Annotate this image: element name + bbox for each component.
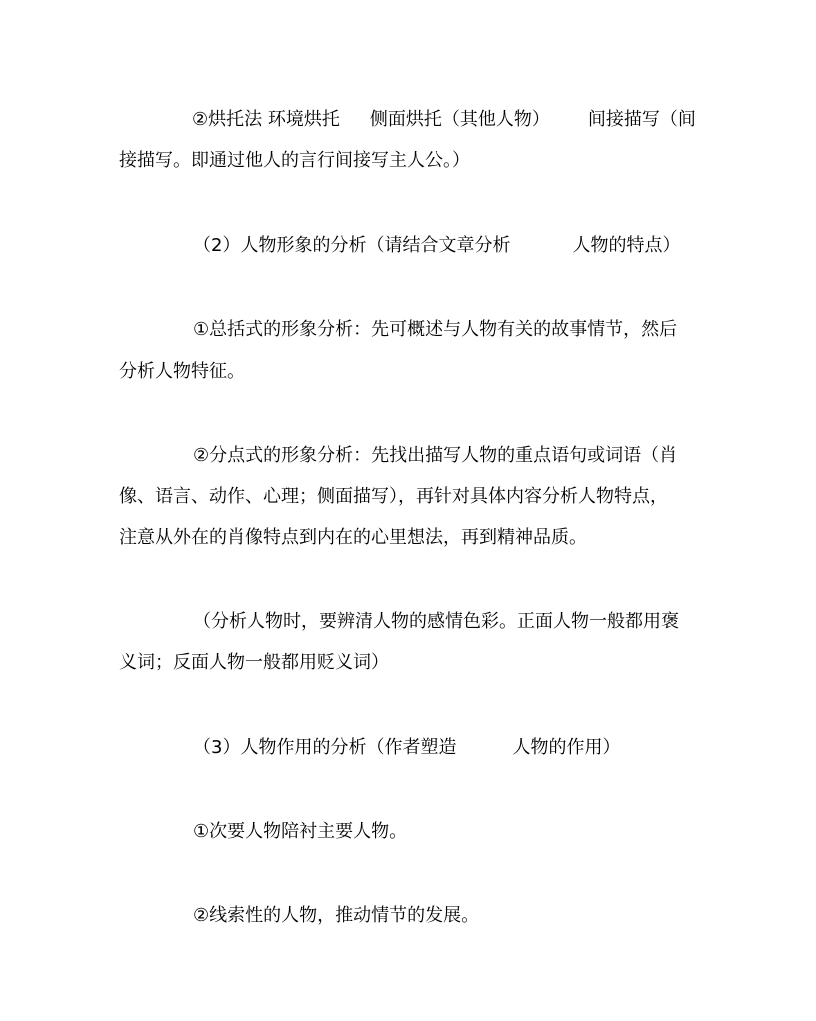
text-segment: 人物的特点） xyxy=(572,235,681,256)
text-line: 像、语言、动作、心理；侧面描写），再针对具体内容分析人物特点， xyxy=(119,486,668,507)
text-line xyxy=(193,731,620,764)
text-line: ①总括式的形象分析：先可概述与人物有关的故事情节，然后 xyxy=(193,319,678,340)
text-segment: （2）人物形象的分析（请结合文章分析 xyxy=(193,235,511,256)
text-segment: ②烘托法 环境烘托 xyxy=(192,109,340,130)
text-line: （分析人物时，要辨清人物的感情色彩。正面人物一般都用褒 xyxy=(193,611,679,632)
text-line: ①次要人物陪衬主要人物。 xyxy=(193,821,408,842)
text-line: ②线索性的人物，推动情节的发展。 xyxy=(193,905,480,926)
text-segment: 间接描写（间 xyxy=(587,109,696,130)
text-line: 注意从外在的肖像特点到内在的心里想法，再到精神品质。 xyxy=(119,527,587,548)
text-segment: （3）人物作用的分析（作者塑造 xyxy=(193,737,457,758)
text-line xyxy=(192,103,696,136)
text-line: 接描写。即通过他人的言行间接写主人公。） xyxy=(119,150,470,171)
text-segment: 人物的作用） xyxy=(512,737,621,758)
text-segment: 侧面烘托（其他人物） xyxy=(369,109,550,130)
text-line: ②分点式的形象分析：先找出描写人物的重点语句或词语（肖 xyxy=(193,445,678,466)
text-line: 义词；反面人物一般都用贬义词） xyxy=(119,652,389,673)
text-line: 分析人物特征。 xyxy=(119,361,245,382)
text-line xyxy=(193,229,680,262)
